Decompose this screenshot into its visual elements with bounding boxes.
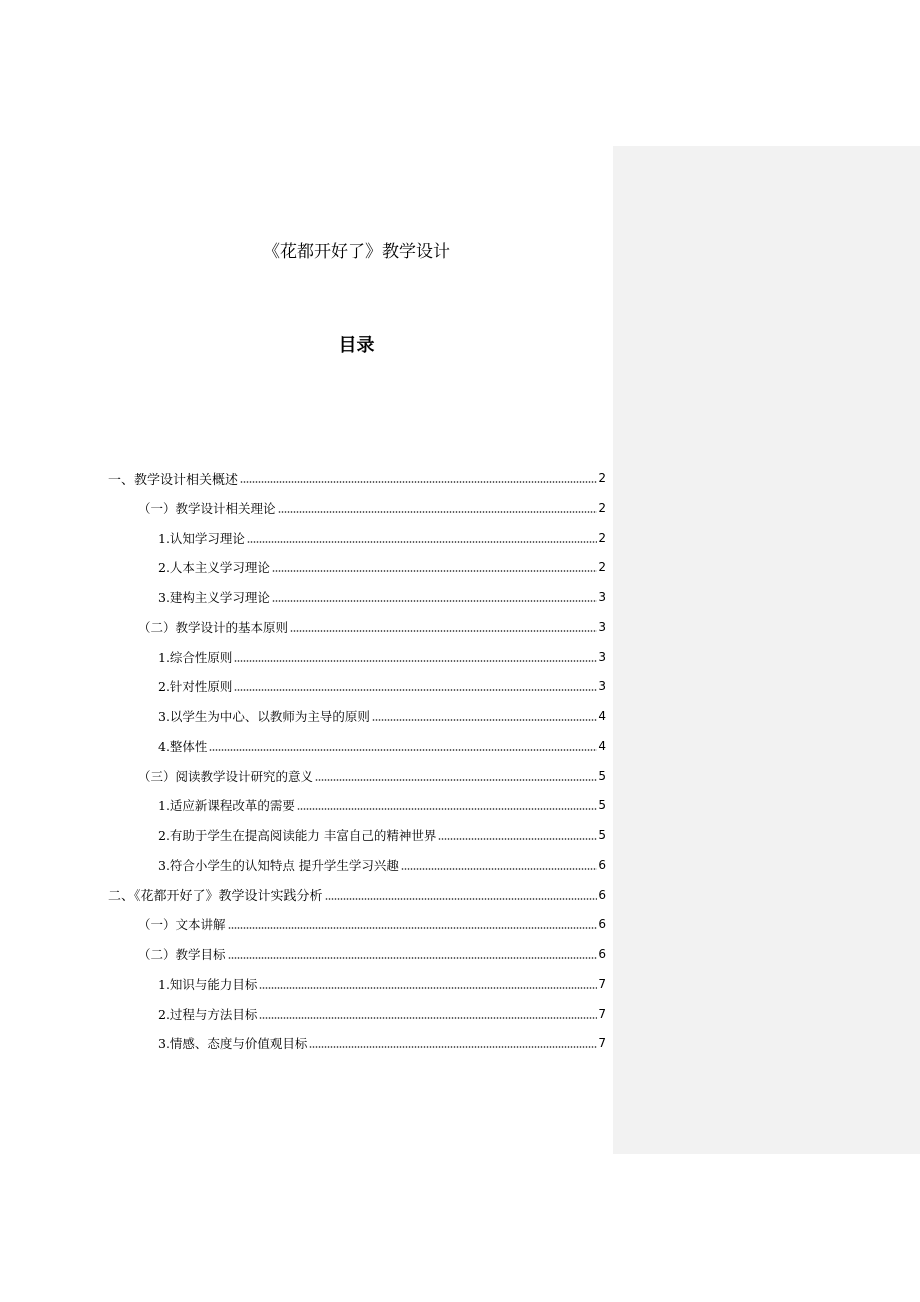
toc-entry-label: 二、《花都开好了》教学设计实践分析 [108,889,323,904]
toc-entry[interactable] [158,582,606,612]
toc-entry[interactable] [158,731,606,761]
toc-page-number: 3 [598,649,606,664]
toc-page-number: 6 [598,917,606,932]
toc-entry-label: （二）教学设计的基本原则 [138,619,289,635]
toc-page-number: 7 [598,976,606,991]
toc-dot-leader [438,838,597,840]
toc-page-number: 4 [598,709,606,723]
toc-dot-leader [209,749,597,751]
document-title: 《花都开好了》教学设计 [263,242,450,262]
toc-dot-leader [240,481,597,483]
toc-page-number: 4 [598,738,606,753]
toc-entry[interactable] [108,880,606,910]
toc-dot-leader [259,1017,597,1019]
toc-page-number: 2 [598,560,606,575]
toc-entry[interactable] [158,999,606,1029]
toc-entry[interactable] [158,1028,606,1058]
toc-page-number: 2 [598,471,606,485]
toc-entry-label: 1.适应新课程改革的需要 [158,798,295,814]
toc-entry-label: 1.认知学习理论 [158,530,245,546]
toc-page-number: 6 [598,857,606,872]
toc-entry-label: （二）教学目标 [138,947,226,962]
toc-entry-label: （一）文本讲解 [138,917,226,933]
toc-entry-label: 4.整体性 [158,738,208,754]
toc-page-number: 7 [598,1006,606,1021]
toc-entry[interactable] [138,909,606,939]
toc-dot-leader [228,957,598,959]
toc-dot-leader [228,927,598,929]
toc-entry-label: 3.符合小学生的认知特点 提升学生学习兴趣 [158,857,399,873]
toc-entry-label: 1.综合性原则 [158,649,233,665]
toc-entry-label: 2.针对性原则 [158,679,233,695]
toc-page-number: 2 [598,530,606,545]
toc-dot-leader [272,570,597,572]
toc-dot-leader [259,987,597,989]
toc-dot-leader [372,719,597,721]
toc-entry-label: 3.以学生为中心、以教师为主导的原则 [158,709,370,724]
toc-page-number: 5 [598,828,606,842]
toc-entry[interactable] [158,790,606,820]
toc-dot-leader [234,660,597,662]
toc-entry[interactable] [158,850,606,880]
toc-entry[interactable] [108,463,606,493]
toc-page-number: 3 [598,590,606,604]
toc-entry-label: （一）教学设计相关理论 [138,500,276,516]
toc-entry[interactable] [138,761,606,791]
toc-entry[interactable] [138,612,606,642]
toc-heading: 目录 [338,335,375,356]
toc-entry-label: 3.情感、态度与价值观目标 [158,1036,308,1052]
toc-entry-label: 2.过程与方法目标 [158,1006,258,1022]
toc-entry[interactable] [138,493,606,523]
toc-entry[interactable] [158,671,606,701]
toc-dot-leader [401,868,597,870]
toc-page-number: 6 [598,947,606,961]
toc-entry[interactable] [158,969,606,999]
toc-dot-leader [315,779,597,781]
toc-entry[interactable] [158,701,606,731]
toc-entry[interactable] [158,523,606,553]
toc-page-number: 6 [598,887,606,902]
toc-entry[interactable] [158,642,606,672]
toc-page-number: 3 [598,619,606,634]
toc-entry-label: 2.有助于学生在提高阅读能力 丰富自己的精神世界 [158,828,437,843]
toc-dot-leader [297,808,597,810]
toc-page-number: 5 [598,798,606,813]
toc-dot-leader [272,600,597,602]
toc-page-number: 3 [598,679,606,694]
toc-entry-label: 3.建构主义学习理论 [158,590,270,605]
toc-page-number: 7 [598,1036,606,1051]
comment-margin-panel [613,146,920,1154]
toc-dot-leader [309,1046,597,1048]
toc-dot-leader [290,630,597,632]
toc-entry-label: 2.人本主义学习理论 [158,560,270,576]
toc-dot-leader [234,689,597,691]
toc-entry[interactable] [158,820,606,850]
toc-entry[interactable] [138,939,606,969]
toc-dot-leader [325,898,598,900]
toc-entry-label: 1.知识与能力目标 [158,976,258,992]
toc-page-number: 5 [598,768,606,783]
toc-entry-label: 一、教学设计相关概述 [108,472,239,488]
toc-page-number: 2 [598,500,606,515]
toc-dot-leader [247,541,597,543]
toc-dot-leader [278,511,598,513]
toc-entry[interactable] [158,552,606,582]
toc-entry-label: （三）阅读教学设计研究的意义 [138,768,314,784]
